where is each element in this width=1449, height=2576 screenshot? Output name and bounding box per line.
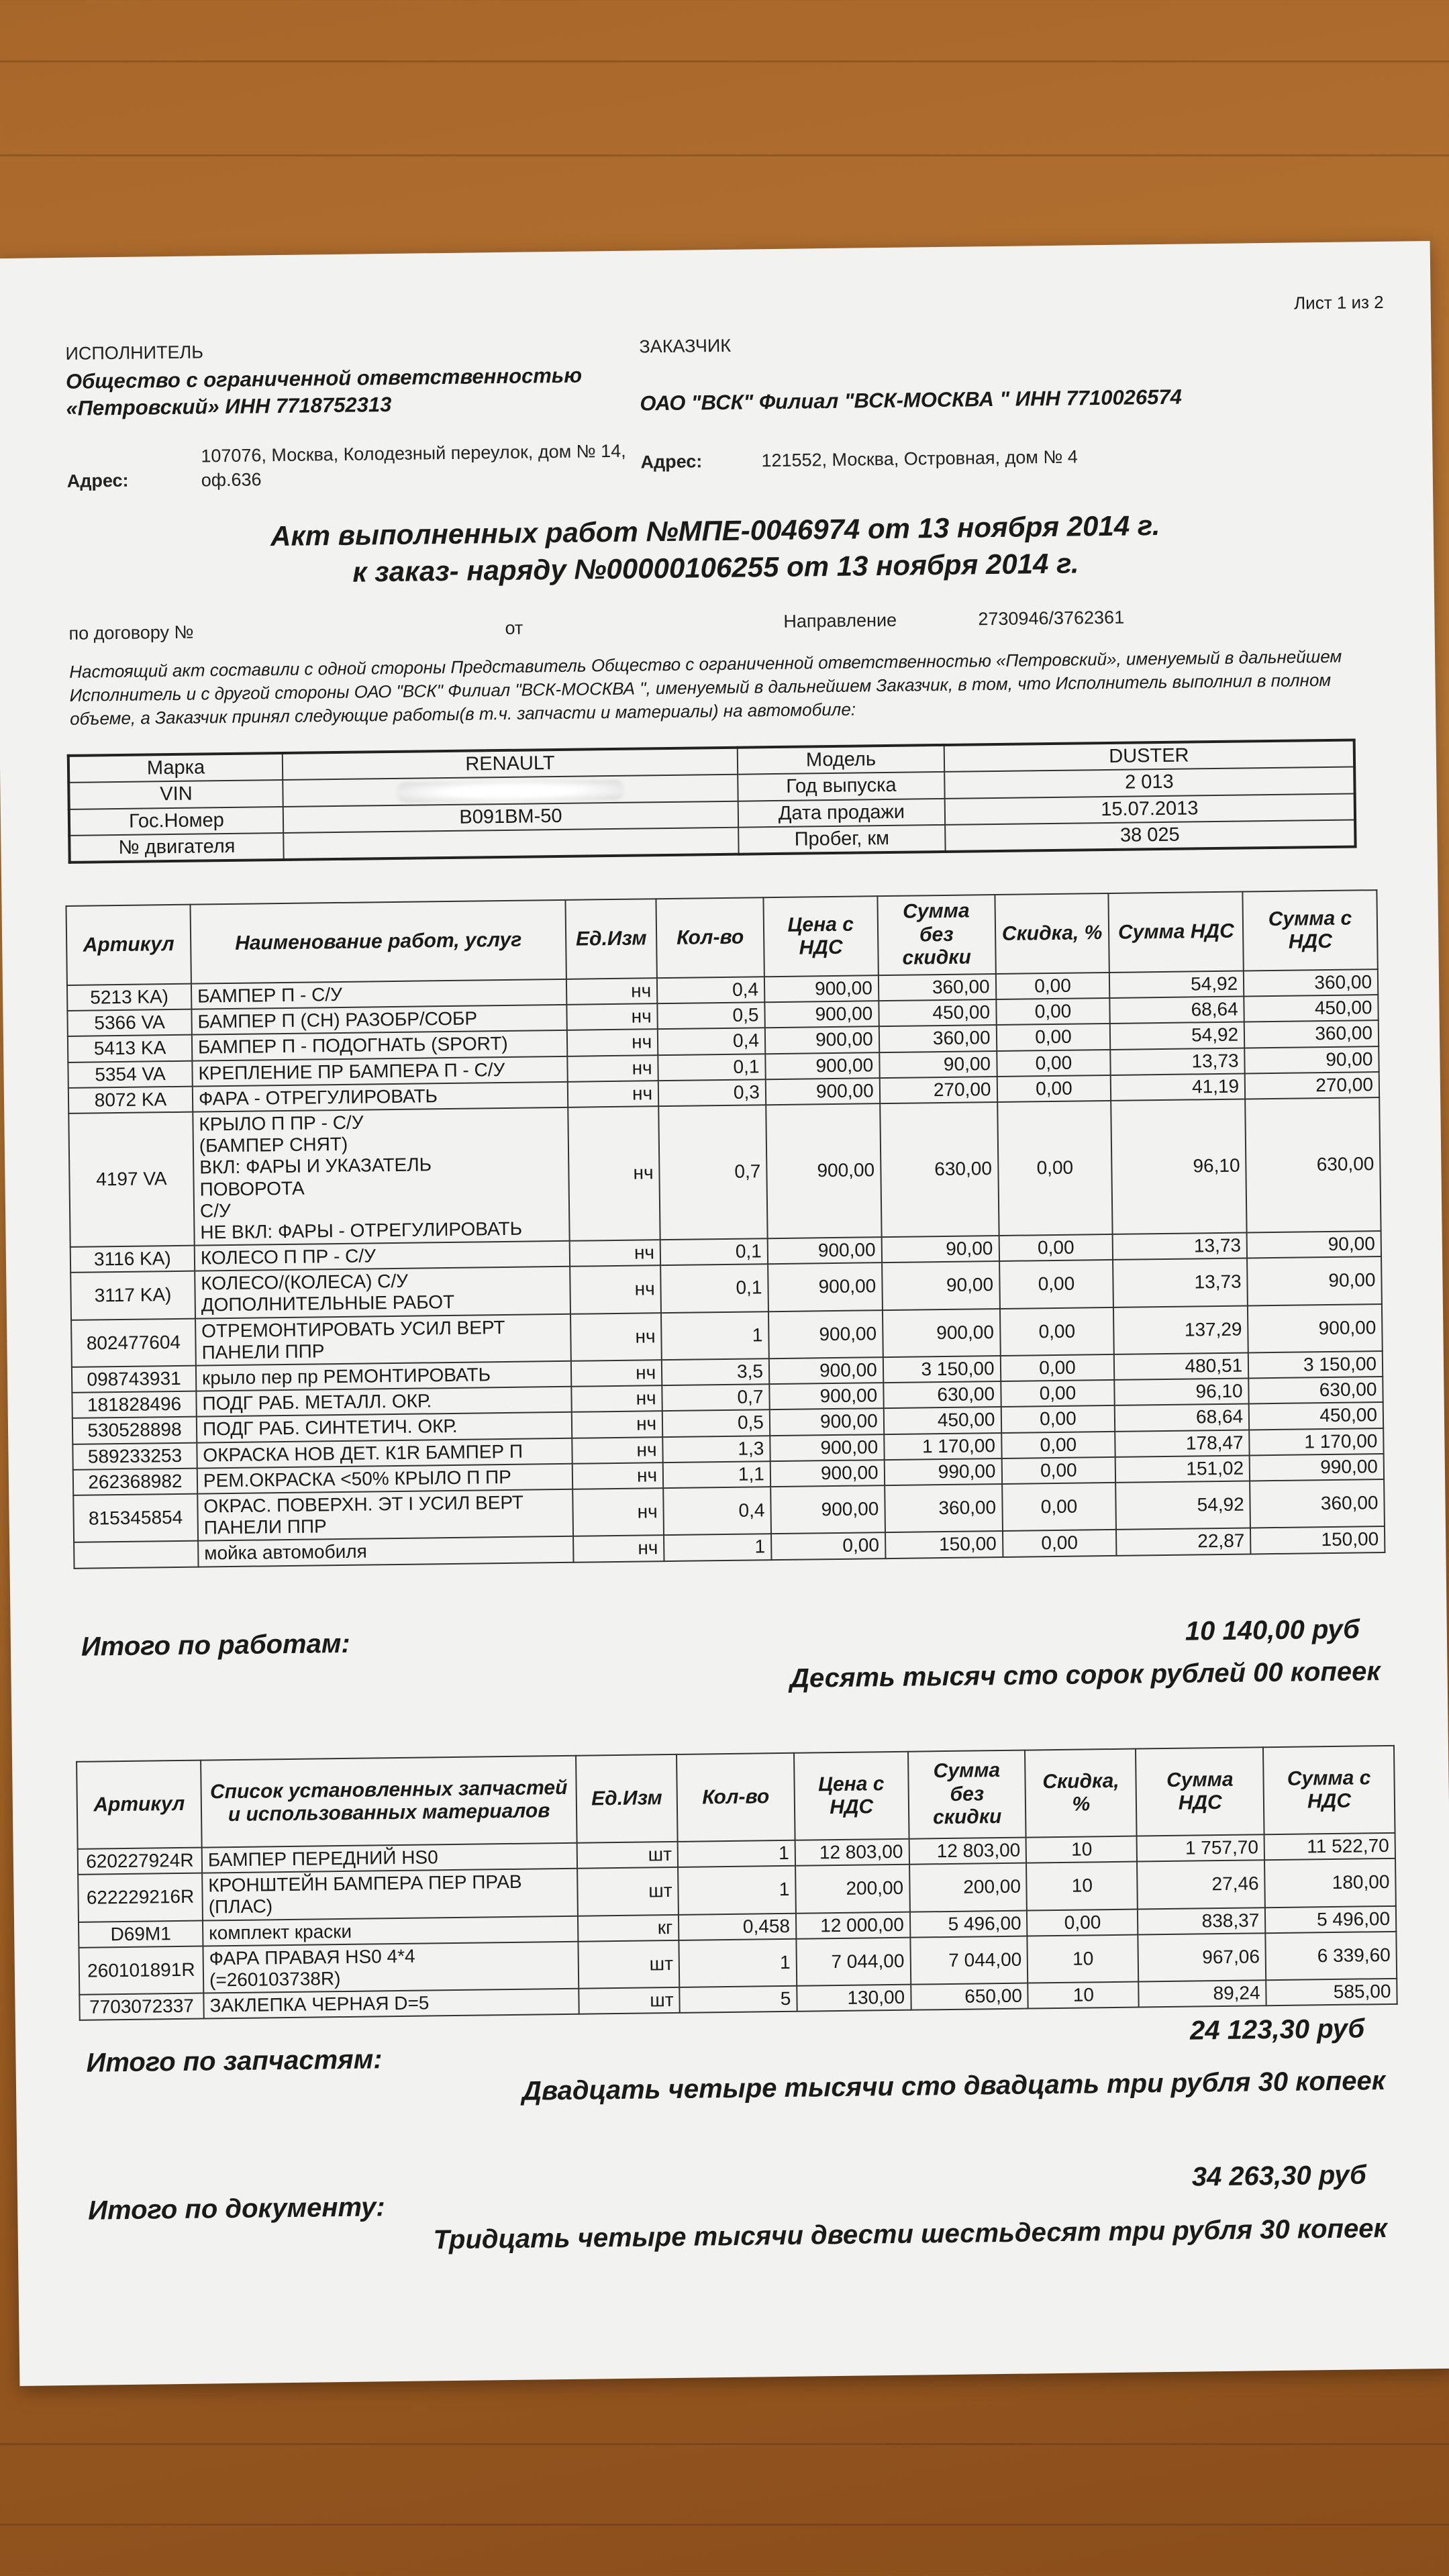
works-cell-vat: 151,02 xyxy=(1115,1455,1250,1483)
works-header-article: Артикул xyxy=(66,905,191,985)
direction-label: Направление xyxy=(783,609,897,632)
works-cell-price: 900,00 xyxy=(764,975,879,1002)
mileage-label: Пробег, км xyxy=(738,825,945,854)
parts-cell-qty: 5 xyxy=(679,1986,797,2013)
works-cell-name: мойка автомобиля xyxy=(198,1536,574,1567)
brand-label: Марка xyxy=(68,753,283,783)
works-cell-sum-with-vat: 90,00 xyxy=(1247,1231,1381,1258)
parts-cell-discount: 10 xyxy=(1028,1982,1139,2009)
works-cell-sum-no-discount: 360,00 xyxy=(885,1484,1003,1533)
works-cell-name: ПОДГ РАБ. МЕТАЛЛ. ОКР. xyxy=(196,1387,572,1417)
works-cell-name: ОКРАСКА НОВ ДЕТ. К1R БАМПЕР П xyxy=(197,1438,572,1468)
works-cell-sum-no-discount: 900,00 xyxy=(883,1309,1001,1358)
sale-date-value: 15.07.2013 xyxy=(945,793,1355,825)
works-cell-qty: 0,4 xyxy=(657,977,764,1003)
works-cell-unit: нч xyxy=(570,1240,660,1267)
works-cell-vat: 22,87 xyxy=(1116,1528,1250,1556)
works-cell-article: 815345854 xyxy=(73,1494,198,1543)
document-total-value: 34 263,30 руб xyxy=(1191,2160,1367,2192)
from-label: от xyxy=(505,617,523,638)
works-cell-name: РЕМ.ОКРАСКА <50% КРЫЛО П ПР xyxy=(197,1464,573,1494)
works-cell-vat: 68,64 xyxy=(1110,997,1244,1024)
works-cell-vat: 13,73 xyxy=(1113,1233,1247,1260)
executor-address: 107076, Москва, Колодезный переулок, дом № 14, оф.636 xyxy=(201,440,626,491)
parts-cell-qty: 1 xyxy=(678,1866,796,1915)
works-cell-unit: нч xyxy=(570,1265,661,1314)
parts-cell-qty: 1 xyxy=(678,1840,795,1867)
wood-grain xyxy=(0,60,1449,62)
works-cell-price: 900,00 xyxy=(769,1357,883,1384)
parts-cell-price: 130,00 xyxy=(797,1985,911,2012)
works-cell-unit: нч xyxy=(572,1411,662,1438)
works-cell-price: 900,00 xyxy=(768,1262,883,1311)
works-cell-article: 4197 VA xyxy=(68,1112,194,1247)
works-cell-unit: нч xyxy=(572,1463,663,1489)
works-cell-price: 900,00 xyxy=(766,1078,880,1105)
works-cell-name: БАМПЕР П - С/У xyxy=(191,979,567,1009)
works-cell-sum-no-discount: 150,00 xyxy=(885,1531,1003,1558)
works-cell-qty: 0,1 xyxy=(660,1264,768,1312)
works-cell-price: 900,00 xyxy=(768,1310,883,1358)
act-title: Акт выполненных работ №МПЕ-0046974 от 13 ноября 2014 г. xyxy=(270,509,1160,552)
works-cell-qty: 0,5 xyxy=(657,1002,764,1029)
works-cell-sum-no-discount: 270,00 xyxy=(879,1077,997,1103)
works-cell-vat: 480,51 xyxy=(1114,1352,1248,1380)
intro-text: Настоящий акт составили с одной стороны Представитель Общество с ограниченной ответственностью «Петровский», именуемый в дальнейшем Исполнитель и с другой стороны ОАО "ВСК" Филиал "ВСК-МОСКВА ", именуемый в дальнейшем Заказчик, в том, что Исполнитель выполнил в полном объеме, а Заказчик принял следующие работы(в т.ч. запчасти и материалы) на автомобиле: xyxy=(69,646,1342,730)
parts-cell-name: БАМПЕР ПЕРЕДНИЙ HS0 xyxy=(202,1843,578,1873)
works-cell-qty: 1 xyxy=(661,1311,769,1360)
works-cell-discount: 0,00 xyxy=(997,1075,1111,1102)
parts-cell-qty: 0,458 xyxy=(679,1913,796,1940)
parts-cell-discount: 10 xyxy=(1027,1862,1138,1910)
works-cell-price: 900,00 xyxy=(766,1103,881,1238)
works-cell-price: 900,00 xyxy=(768,1237,882,1264)
mileage-value: 38 025 xyxy=(945,820,1355,852)
brand-value: RENAULT xyxy=(283,748,738,781)
parts-cell-name: ЗАКЛЕПКА ЧЕРНАЯ D=5 xyxy=(203,1989,579,2019)
works-cell-sum-no-discount: 450,00 xyxy=(879,999,996,1026)
works-cell-sum-with-vat: 360,00 xyxy=(1244,1020,1379,1048)
parts-header-price: Цена с НДС xyxy=(794,1752,909,1840)
works-cell-discount: 0,00 xyxy=(1000,1354,1114,1381)
direction-value: 2730946/3762361 xyxy=(978,607,1125,630)
works-cell-vat: 54,92 xyxy=(1109,971,1244,999)
parts-cell-sum-no-discount: 5 496,00 xyxy=(910,1910,1028,1937)
parts-cell-sum-no-discount: 7 044,00 xyxy=(910,1936,1028,1985)
document-total-label: Итого по документу: xyxy=(87,2192,385,2226)
works-cell-vat: 68,64 xyxy=(1115,1404,1249,1432)
works-cell-discount: 0,00 xyxy=(999,1234,1113,1261)
works-cell-sum-with-vat: 1 170,00 xyxy=(1249,1428,1383,1456)
parts-cell-name: ФАРА ПРАВАЯ HS0 4*4 (=260103738R) xyxy=(203,1941,579,1993)
works-cell-name: КРЫЛО П ПР - С/У (БАМПЕР СНЯТ) ВКЛ: ФАРЫ И УКАЗАТЕЛЬ ПОВОРОТА С/У НЕ ВКЛ: ФАРЫ - ОТРЕГУЛИРОВАТЬ xyxy=(193,1107,570,1246)
works-cell-discount: 0,00 xyxy=(1001,1405,1115,1432)
sheet-number: Лист 1 из 2 xyxy=(1293,291,1384,313)
works-cell-discount: 0,00 xyxy=(1003,1530,1117,1556)
works-cell-sum-no-discount: 90,00 xyxy=(879,1051,997,1078)
works-cell-name: ПОДГ РАБ. СИНТЕТИЧ. ОКР. xyxy=(197,1412,572,1442)
works-cell-article: 3117 KA) xyxy=(70,1271,195,1320)
works-cell-sum-no-discount: 630,00 xyxy=(883,1381,1001,1408)
model-value: DUSTER xyxy=(944,740,1354,772)
works-row xyxy=(68,1097,1381,1247)
parts-cell-unit: шт xyxy=(577,1867,679,1916)
parts-header-article: Артикул xyxy=(77,1761,202,1849)
works-cell-sum-with-vat: 900,00 xyxy=(1248,1304,1383,1353)
parts-total-value: 24 123,30 руб xyxy=(1189,2014,1365,2046)
parts-cell-sum-no-discount: 650,00 xyxy=(911,1983,1028,2010)
works-header-sum-with-vat: Сумма с НДС xyxy=(1243,890,1378,971)
executor-address-label: Адрес: xyxy=(66,470,129,491)
wood-grain xyxy=(0,154,1449,156)
customer-name: ОАО "ВСК" Филиал "ВСК-МОСКВА " ИНН 7710026574 xyxy=(640,385,1183,415)
works-cell-article: 5213 KA) xyxy=(67,984,191,1011)
plate-label: Гос.Номер xyxy=(69,807,283,836)
works-cell-price: 900,00 xyxy=(765,1052,879,1079)
works-cell-price: 900,00 xyxy=(765,1027,879,1054)
parts-cell-article: 620227924R xyxy=(78,1848,202,1875)
works-cell-vat: 13,73 xyxy=(1111,1048,1245,1075)
vehicle-table xyxy=(67,738,1357,864)
works-cell-discount: 0,00 xyxy=(995,973,1109,999)
works-cell-unit: нч xyxy=(567,1030,658,1056)
works-cell-discount: 0,00 xyxy=(1002,1483,1117,1531)
parts-header-vat: Сумма НДС xyxy=(1136,1747,1264,1836)
works-cell-qty: 0,1 xyxy=(660,1238,768,1265)
works-cell-price: 900,00 xyxy=(770,1485,885,1534)
works-header-unit: Ед.Изм xyxy=(566,899,657,979)
parts-cell-qty: 1 xyxy=(679,1939,797,1988)
works-cell-unit: нч xyxy=(566,978,657,1005)
document-sheet xyxy=(0,241,1449,2386)
parts-cell-price: 200,00 xyxy=(795,1865,910,1913)
works-total-value: 10 140,00 руб xyxy=(1185,1614,1360,1646)
works-cell-name: крыло пер пр РЕМОНТИРОВАТЬ xyxy=(196,1361,572,1391)
parts-cell-vat: 1 757,70 xyxy=(1137,1834,1264,1862)
parts-cell-discount: 10 xyxy=(1026,1836,1137,1863)
parts-cell-sum-no-discount: 200,00 xyxy=(909,1863,1028,1912)
works-cell-sum-with-vat: 360,00 xyxy=(1250,1479,1385,1528)
works-cell-qty: 3,5 xyxy=(662,1358,769,1385)
works-cell-article: 098743931 xyxy=(72,1366,196,1393)
act-subtitle: к заказ- наряду №00000106255 от 13 ноября 2014 г. xyxy=(352,547,1079,588)
works-cell-unit: нч xyxy=(568,1081,658,1107)
works-cell-article: 8072 KA xyxy=(68,1086,193,1113)
works-cell-vat: 137,29 xyxy=(1113,1305,1248,1354)
works-cell-sum-no-discount: 3 150,00 xyxy=(883,1356,1001,1383)
works-cell-unit: нч xyxy=(570,1313,662,1361)
works-cell-article: 3116 KA) xyxy=(70,1246,195,1273)
parts-cell-sum-with-vat: 585,00 xyxy=(1266,1979,1397,2006)
works-cell-sum-with-vat: 450,00 xyxy=(1249,1402,1383,1430)
customer-address-label: Адрес: xyxy=(640,451,703,473)
works-cell-article: 589233253 xyxy=(72,1442,197,1469)
parts-cell-sum-no-discount: 12 803,00 xyxy=(909,1838,1026,1865)
plate-value: В091ВМ-50 xyxy=(283,801,738,833)
parts-cell-price: 12 803,00 xyxy=(795,1839,909,1866)
executor-label: ИСПОЛНИТЕЛЬ xyxy=(65,342,204,364)
works-cell-name: ОТРЕМОНТИРОВАТЬ УСИЛ ВЕРТ ПАНЕЛИ ППР xyxy=(195,1314,571,1365)
vin-redaction xyxy=(396,779,624,802)
works-header-price: Цена с НДС xyxy=(763,896,878,977)
document-total-words: Тридцать четыре тысячи двести шестьдесят три рубля 30 копеек xyxy=(433,2214,1387,2255)
works-cell-name: ФАРА - ОТРЕГУЛИРОВАТЬ xyxy=(193,1082,568,1112)
works-cell-sum-with-vat: 450,00 xyxy=(1244,995,1378,1022)
works-cell-sum-with-vat: 360,00 xyxy=(1244,969,1378,997)
works-cell-article: 5354 VA xyxy=(68,1060,192,1087)
parts-cell-sum-with-vat: 180,00 xyxy=(1264,1859,1396,1908)
works-cell-unit: нч xyxy=(572,1385,662,1412)
works-cell-unit: нч xyxy=(572,1488,664,1536)
works-cell-sum-no-discount: 90,00 xyxy=(881,1236,999,1262)
works-cell-article: 181828496 xyxy=(72,1391,196,1418)
works-cell-price: 900,00 xyxy=(770,1434,884,1461)
parts-cell-sum-with-vat: 5 496,00 xyxy=(1265,1905,1396,1933)
wood-grain xyxy=(0,2524,1449,2526)
parts-cell-vat: 89,24 xyxy=(1139,1980,1266,2008)
year-label: Год выпуска xyxy=(738,772,944,801)
works-cell-name: КОЛЕСО/(КОЛЕСА) С/У ДОПОЛНИТЕЛЬНЫЕ РАБОТ xyxy=(195,1267,570,1318)
works-header-vat: Сумма НДС xyxy=(1109,892,1244,973)
works-cell-unit: нч xyxy=(568,1106,660,1241)
works-header-name: Наименование работ, услуг xyxy=(190,900,566,984)
parts-cell-name: комплект краски xyxy=(203,1916,579,1946)
customer-address: 121552, Москва, Островная, дом № 4 xyxy=(761,446,1079,471)
parts-cell-discount: 0,00 xyxy=(1027,1909,1138,1936)
works-cell-unit: нч xyxy=(572,1437,662,1464)
parts-cell-unit: шт xyxy=(579,1940,680,1989)
parts-cell-vat: 838,37 xyxy=(1138,1908,1265,1935)
works-cell-price: 0,00 xyxy=(771,1532,885,1559)
works-cell-discount: 0,00 xyxy=(996,998,1110,1025)
works-cell-sum-no-discount: 360,00 xyxy=(879,974,996,1001)
works-cell-qty: 0,3 xyxy=(658,1079,766,1106)
works-cell-sum-no-discount: 990,00 xyxy=(884,1458,1001,1485)
works-cell-qty: 0,7 xyxy=(662,1384,769,1411)
works-cell-vat: 41,19 xyxy=(1111,1073,1245,1101)
contract-label: по договору № xyxy=(68,622,194,644)
engine-value xyxy=(283,828,738,860)
works-header-sum-no-discount: Сумма без скидки xyxy=(877,895,995,975)
works-cell-vat: 96,10 xyxy=(1111,1099,1247,1234)
sale-date-label: Дата продажи xyxy=(738,799,945,828)
parts-cell-sum-with-vat: 11 522,70 xyxy=(1264,1833,1395,1861)
parts-cell-discount: 10 xyxy=(1028,1934,1139,1983)
parts-header-qty: Кол-во xyxy=(677,1753,795,1842)
works-cell-qty: 0,5 xyxy=(662,1410,770,1437)
vin-label: VIN xyxy=(68,780,283,809)
works-cell-vat: 178,47 xyxy=(1115,1430,1250,1457)
parts-cell-price: 12 000,00 xyxy=(796,1912,910,1938)
works-cell-qty: 0,1 xyxy=(658,1054,765,1081)
works-cell-qty: 1,1 xyxy=(663,1461,770,1488)
year-value: 2 013 xyxy=(944,767,1354,799)
parts-cell-unit: шт xyxy=(577,1842,678,1869)
works-cell-article: 5366 VA xyxy=(67,1009,191,1036)
works-cell-article: 5413 KA xyxy=(68,1035,192,1062)
customer-label: ЗАКАЗЧИК xyxy=(639,335,732,357)
executor-name: Общество с ограниченной ответственностью «Петровский» ИНН 7718752313 xyxy=(65,363,583,421)
works-cell-name: КРЕПЛЕНИЕ ПР БАМПЕРА П - С/У xyxy=(192,1056,568,1086)
works-cell-sum-with-vat: 630,00 xyxy=(1248,1377,1383,1404)
works-cell-article: 802477604 xyxy=(71,1318,196,1367)
works-cell-discount: 0,00 xyxy=(1001,1380,1115,1407)
works-cell-discount: 0,00 xyxy=(1001,1431,1115,1458)
works-cell-discount: 0,00 xyxy=(999,1260,1114,1308)
works-cell-sum-with-vat: 150,00 xyxy=(1250,1526,1385,1554)
works-cell-price: 900,00 xyxy=(770,1408,884,1435)
parts-cell-name: КРОНШТЕЙН БАМПЕРА ПЕР ПРАВ (ПЛАС) xyxy=(202,1869,578,1920)
works-cell-unit: нч xyxy=(567,1055,658,1082)
parts-cell-price: 7 044,00 xyxy=(796,1937,911,1985)
parts-header-sum-with-vat: Сумма с НДС xyxy=(1263,1746,1395,1834)
works-header-qty: Кол-во xyxy=(656,897,764,978)
works-cell-sum-with-vat: 90,00 xyxy=(1247,1256,1382,1305)
works-cell-article: 530528898 xyxy=(72,1417,197,1444)
parts-cell-unit: кг xyxy=(578,1914,679,1941)
works-cell-sum-with-vat: 90,00 xyxy=(1244,1046,1379,1074)
parts-cell-vat: 27,46 xyxy=(1137,1860,1265,1909)
works-cell-qty: 0,7 xyxy=(658,1105,767,1240)
parts-total-words: Двадцать четыре тысячи сто двадцать три рубля 30 копеек xyxy=(521,2066,1386,2106)
model-label: Модель xyxy=(738,745,944,775)
works-cell-discount: 0,00 xyxy=(996,1024,1110,1050)
engine-label: № двигателя xyxy=(69,833,283,862)
works-cell-vat: 54,92 xyxy=(1110,1022,1244,1050)
works-header-discount: Скидка, % xyxy=(995,893,1109,974)
works-cell-price: 900,00 xyxy=(769,1383,883,1409)
parts-cell-article: D69M1 xyxy=(79,1920,203,1947)
parts-header-name: Список установленных запчастей и использованных материалов xyxy=(201,1756,577,1848)
works-cell-name: БАМПЕР П (СН) РАЗОБР/СОБР xyxy=(191,1005,567,1035)
works-cell-qty: 0,4 xyxy=(658,1028,765,1055)
works-total-words: Десять тысяч сто сорок рублей 00 копеек xyxy=(789,1656,1381,1693)
works-cell-sum-with-vat: 3 150,00 xyxy=(1248,1351,1383,1379)
parts-cell-vat: 967,06 xyxy=(1138,1933,1266,1982)
parts-cell-article: 7703072337 xyxy=(79,1993,203,2020)
works-cell-sum-no-discount: 360,00 xyxy=(879,1025,996,1052)
works-cell-price: 900,00 xyxy=(770,1460,885,1487)
parts-header-unit: Ед.Изм xyxy=(576,1754,677,1843)
works-cell-discount: 0,00 xyxy=(997,1050,1111,1077)
works-cell-vat: 54,92 xyxy=(1116,1481,1251,1530)
works-cell-qty: 1,3 xyxy=(662,1436,770,1463)
works-cell-name: БАМПЕР П - ПОДОГНАТЬ (SPORT) xyxy=(192,1030,568,1060)
works-cell-qty: 1 xyxy=(664,1534,771,1561)
works-cell-sum-with-vat: 270,00 xyxy=(1245,1072,1379,1099)
works-cell-sum-no-discount: 450,00 xyxy=(883,1407,1001,1434)
works-cell-unit: нч xyxy=(573,1535,664,1562)
works-cell-sum-no-discount: 90,00 xyxy=(882,1261,1000,1310)
wood-grain xyxy=(0,2443,1449,2445)
works-cell-vat: 13,73 xyxy=(1113,1258,1248,1307)
parts-cell-unit: шт xyxy=(579,1987,679,2014)
works-cell-unit: нч xyxy=(567,1003,658,1030)
parts-cell-sum-with-vat: 6 339,60 xyxy=(1266,1932,1397,1981)
works-cell-article: 262368982 xyxy=(73,1468,197,1495)
works-cell-price: 900,00 xyxy=(764,1001,879,1028)
works-cell-vat: 96,10 xyxy=(1115,1379,1249,1406)
works-cell-discount: 0,00 xyxy=(997,1101,1113,1236)
parts-header-sum-no-discount: Сумма без скидки xyxy=(908,1750,1026,1839)
works-cell-sum-no-discount: 630,00 xyxy=(880,1102,999,1237)
works-cell-sum-with-vat: 990,00 xyxy=(1250,1454,1384,1481)
works-cell-name: КОЛЕСО П ПР - С/У xyxy=(195,1241,570,1271)
works-cell-qty: 0,4 xyxy=(663,1487,771,1535)
works-cell-discount: 0,00 xyxy=(999,1307,1114,1356)
parts-cell-article: 622229216R xyxy=(78,1873,203,1922)
works-cell-name: ОКРАС. ПОВЕРХН. ЭТ I УСИЛ ВЕРТ ПАНЕЛИ ППР xyxy=(197,1489,573,1541)
works-cell-unit: нч xyxy=(571,1360,662,1387)
works-total-label: Итого по работам: xyxy=(81,1628,350,1662)
works-cell-article xyxy=(74,1541,198,1568)
works-cell-sum-no-discount: 1 170,00 xyxy=(884,1433,1001,1460)
works-table xyxy=(65,889,1385,1569)
parts-header-discount: Скидка, % xyxy=(1025,1749,1136,1838)
parts-table xyxy=(76,1745,1398,2021)
works-cell-discount: 0,00 xyxy=(1001,1457,1115,1484)
parts-total-label: Итого по запчастям: xyxy=(86,2044,383,2078)
works-cell-sum-with-vat: 630,00 xyxy=(1245,1097,1381,1233)
parts-cell-article: 260101891R xyxy=(79,1946,203,1995)
